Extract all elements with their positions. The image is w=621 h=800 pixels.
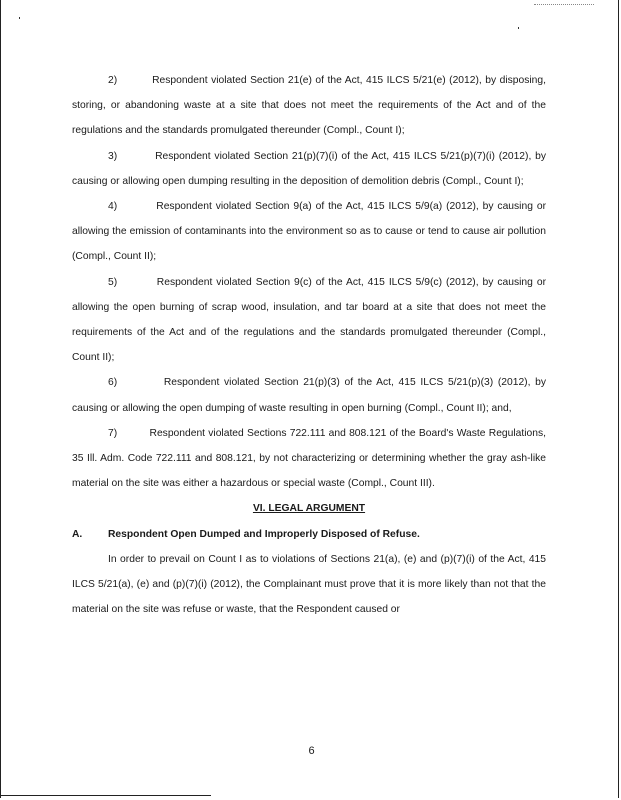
subheading-letter: A.: [72, 528, 83, 540]
list-item: 2) Respondent violated Section 21(e) of the Act, 415 ILCS 5/21(e) (2012), by disposing, storing, or abandoning waste at a site that does not meet the requirements of the Act and of the regulations and the standards promulgated thereunder (Compl., Count I);: [72, 75, 546, 137]
subheading-text: Respondent Open Dumped and Improperly Disposed of Refuse.: [108, 528, 420, 540]
list-item: 5) Respondent violated Section 9(c) of the Act, 415 ILCS 5/9(c) (2012), by causing or allowing the open burning of scrap wood, insulation, and tar board at a site that does not meet the requirements of the Act and of the regulations and the standards promulgated thereunder (Compl., Count II);: [72, 276, 546, 364]
section-heading: VI. LEGAL ARGUMENT: [252, 503, 366, 515]
argument-paragraph: In order to prevail on Count I as to violations of Sections 21(a), (e) and (p)(7)(i) of the Act, 415 ILCS 5/21(a), (e) and (p)(7)(i) (2012), the Complainant must prove that it is more likely than not that the material on the site was refuse or waste, that the Respondent caused or: [72, 553, 546, 616]
list-item: 6) Respondent violated Section 21(p)(3) of the Act, 415 ILCS 5/21(p)(3) (2012), by causing or allowing the open dumping of waste resulting in open burning (Compl., Count II); and,: [72, 377, 546, 414]
subheading: [72, 522, 546, 547]
list-item: 7) Respondent violated Sections 722.111 and 808.121 of the Board's Waste Regulations, 35 Ill. Adm. Code 722.111 and 808.121, by not characterizing or determining whether the gray ash-like material on the site was either a hazardous or special waste (Compl., Count III).: [72, 427, 546, 490]
scan-artifact-dot: [19, 17, 20, 19]
page-number: 6: [308, 745, 315, 757]
scan-artifact-line: [534, 4, 594, 6]
document-body: [72, 68, 546, 622]
list-item: 3) Respondent violated Section 21(p)(7)(i) of the Act, 415 ILCS 5/21(p)(7)(i) (2012), by causing or allowing open dumping resulting in the deposition of demolition debris (Compl., Count I);: [72, 150, 546, 187]
list-item: 4) Respondent violated Section 9(a) of the Act, 415 ILCS 5/9(a) (2012), by causing or allowing the emission of contaminants into the environment so as to cause or tend to cause air pollution (Compl., Count II);: [72, 201, 546, 263]
scan-artifact-dot: [518, 27, 519, 29]
scan-artifact-rule: [1, 795, 211, 796]
